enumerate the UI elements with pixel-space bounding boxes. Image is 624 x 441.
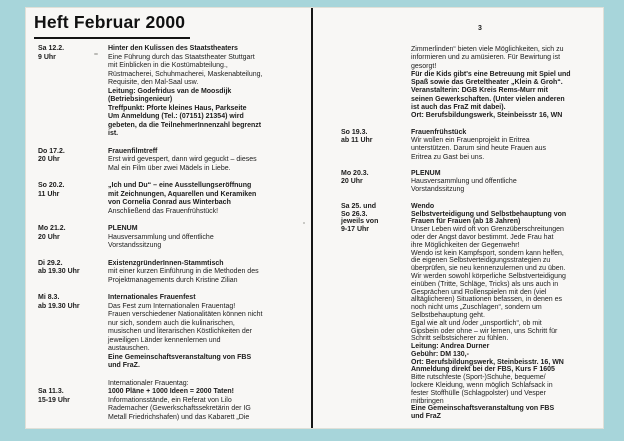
entry-text: PLENUM Hausversammlung und öffentliche Vorstandssitzung — [411, 169, 517, 194]
page-title: Heft Februar 2000 — [34, 12, 190, 39]
page-divider — [311, 8, 313, 428]
schedule-entry — [38, 182, 310, 216]
booklet-spread — [25, 7, 604, 429]
schedule-entry — [38, 45, 310, 139]
entry-text: PLENUM Hausversammlung und öffentliche Vorstandssitzung — [108, 225, 214, 249]
entry-date: So 19.3. ab 11 Uhr — [341, 128, 373, 144]
entry-date: Sa 12.2. 9 Uhr — [38, 45, 65, 61]
scan-speck — [303, 222, 305, 224]
entry-text: Wendo Selbstverteidigung und Selbstbehauptung von Frauen für Frauen (ab 18 Jahren) Unser Leben wird oft von Grenzüberschreitungen oder der Angst davor bestimmt. Jede Frau hat ihre Möglichkeiten der Gegenwehr! Wendo ist kein Kampfsport, sondern kann helfen, die eigenen Selbstverteidigungsstrategien zu überprüfen, sie neu kennenzulernen und zu üben. Wir werden sowohl körperliche Selbstverteidigung einüben (Tritte, Schläge, Tricks) als uns auch in Gesprächen und Rollenspielen mit den (viel alltäglicheren) Situationen befassen, in denen es noch nicht ums „Zuschlagen“, sondern um Selbstbehauptung geht. Egal wie alt und /oder „unsportlich“, ob mit Gipsbein oder ohne – wir lernen, uns Schritt für Schritt selbstsicherer zu fühlen. Leitung: Andrea Durner Gebühr: DM 130,- Ort: Berufsbildungswerk, Steinbeisstr. 16, WN Anmeldung direkt bei der FBS, Kurs F 1605 Bitte rutschfeste (Sport-)Schuhe, bequeme/ lockere Kleidung, wenn möglich Schlafsack in fester Stoffhülle (Schlagpolster) und Vesper mitbringen Eine Gemeinschaftsveranstaltung von FBS und FraZ — [411, 202, 567, 421]
entry-date: Di 29.2. ab 19.30 Uhr — [38, 259, 80, 275]
right-column — [341, 46, 603, 421]
schedule-entry — [38, 225, 310, 251]
entry-date: Sa 11.3. 15-19 Uhr — [38, 388, 70, 404]
schedule-entry — [38, 380, 310, 423]
entry-text: Internationaler Frauentag: 1000 Pläne + 1000 Ideen = 2000 Taten! Informationsstände, ein Referat von Lilo Rademacher (Gewerkschaftssekretärin der IG Metall Friedrichshafen) und das Kabarett „Die — [108, 379, 251, 421]
entry-text: ExistenzgründerInnen-Stammtisch mit einer kurzen Einführung in die Methoden des Projektmanagements durch Kristine Zilian — [108, 259, 259, 284]
page-number: 3 — [478, 25, 482, 32]
schedule-entry — [38, 260, 310, 286]
entry-date: Mo 20.3. 20 Uhr — [341, 169, 369, 186]
entry-text: „Ich und Du“ – eine Ausstellungseröffnung mit Zeichnungen, Aquarellen und Keramiken von Cornelia Conrad aus Winterbach Anschließend das Frauenfrühstück! — [108, 182, 257, 215]
entry-date: Sa 25. und So 26.3. jeweils von 9-17 Uhr — [341, 202, 379, 234]
schedule-entry — [341, 170, 603, 195]
schedule-entry — [38, 148, 310, 174]
entry-text: Frauenfrühstück Wir wollen ein Frauenprojekt in Eritrea unterstützen. Darum sind heute Frauen aus Eritrea zu Gast bei uns. — [411, 128, 547, 161]
schedule-entry — [341, 203, 603, 421]
entry-date: Do 17.2. 20 Uhr — [38, 147, 65, 163]
left-column — [38, 45, 310, 422]
entry-text: Zimmerlinden“ bieten viele Möglichkeiten, sich zu informieren und zu amüsieren. Für Bewirtung ist gesorgt! Für die Kids gibt's eine Betreuung mit Spiel und Spaß sowie das Greteltheater „Klein & Groh“. Veranstalterin: DGB Kreis Rems-Murr mit seinen Gewerkschaften. (Unter vielen anderen ist auch das FraZ mit dabei). Ort: Berufsbildungswerk, Steinbeisstr 16, WN — [411, 46, 571, 120]
entry-text: Hinter den Kulissen des Staatstheaters Eine Führung durch das Staatstheater Stuttgart mit Einblicken in die Kostümabteilung., Rüstmacherei, Schuhmacherei, Maskenabteilung, Requisite, den Mal-Saal usw. Leitung: Godefridus van de Moosdijk (Betriebsingenieur) Treffpunkt: Pforte kleines Haus, Parkseite Um Anmeldung (Tel.: (07151) 21354) wird gebeten, da die TeilnehmerInnenzahl begrenzt ist. — [108, 45, 263, 137]
schedule-entry — [341, 129, 603, 162]
entry-text: Internationales Frauenfest Das Fest zum Internationalen Frauentag! Frauen verschiedener Nationalitäten können nicht nur sich, sondern auch die kulinarischen, musischen und literarischen Köstlichkeiten der jeweiligen Länder kennenlernen und austauschen. Eine Gemeinschaftsveranstaltung von FBS und FraZ. — [108, 294, 263, 369]
scan-speck — [94, 53, 98, 55]
entry-date: So 20.2. 11 Uhr — [38, 182, 65, 198]
entry-date: Mi 8.3. ab 19.30 Uhr — [38, 294, 80, 310]
schedule-entry — [38, 294, 310, 371]
entry-text: Frauenfilmtreff Erst wird gevespert, dann wird geguckt – dieses Mal ein Film über zwei Mädels in Liebe. — [108, 147, 257, 172]
entry-date: Mo 21.2. 20 Uhr — [38, 225, 66, 241]
entry-date — [341, 46, 411, 121]
schedule-entry — [341, 46, 603, 121]
